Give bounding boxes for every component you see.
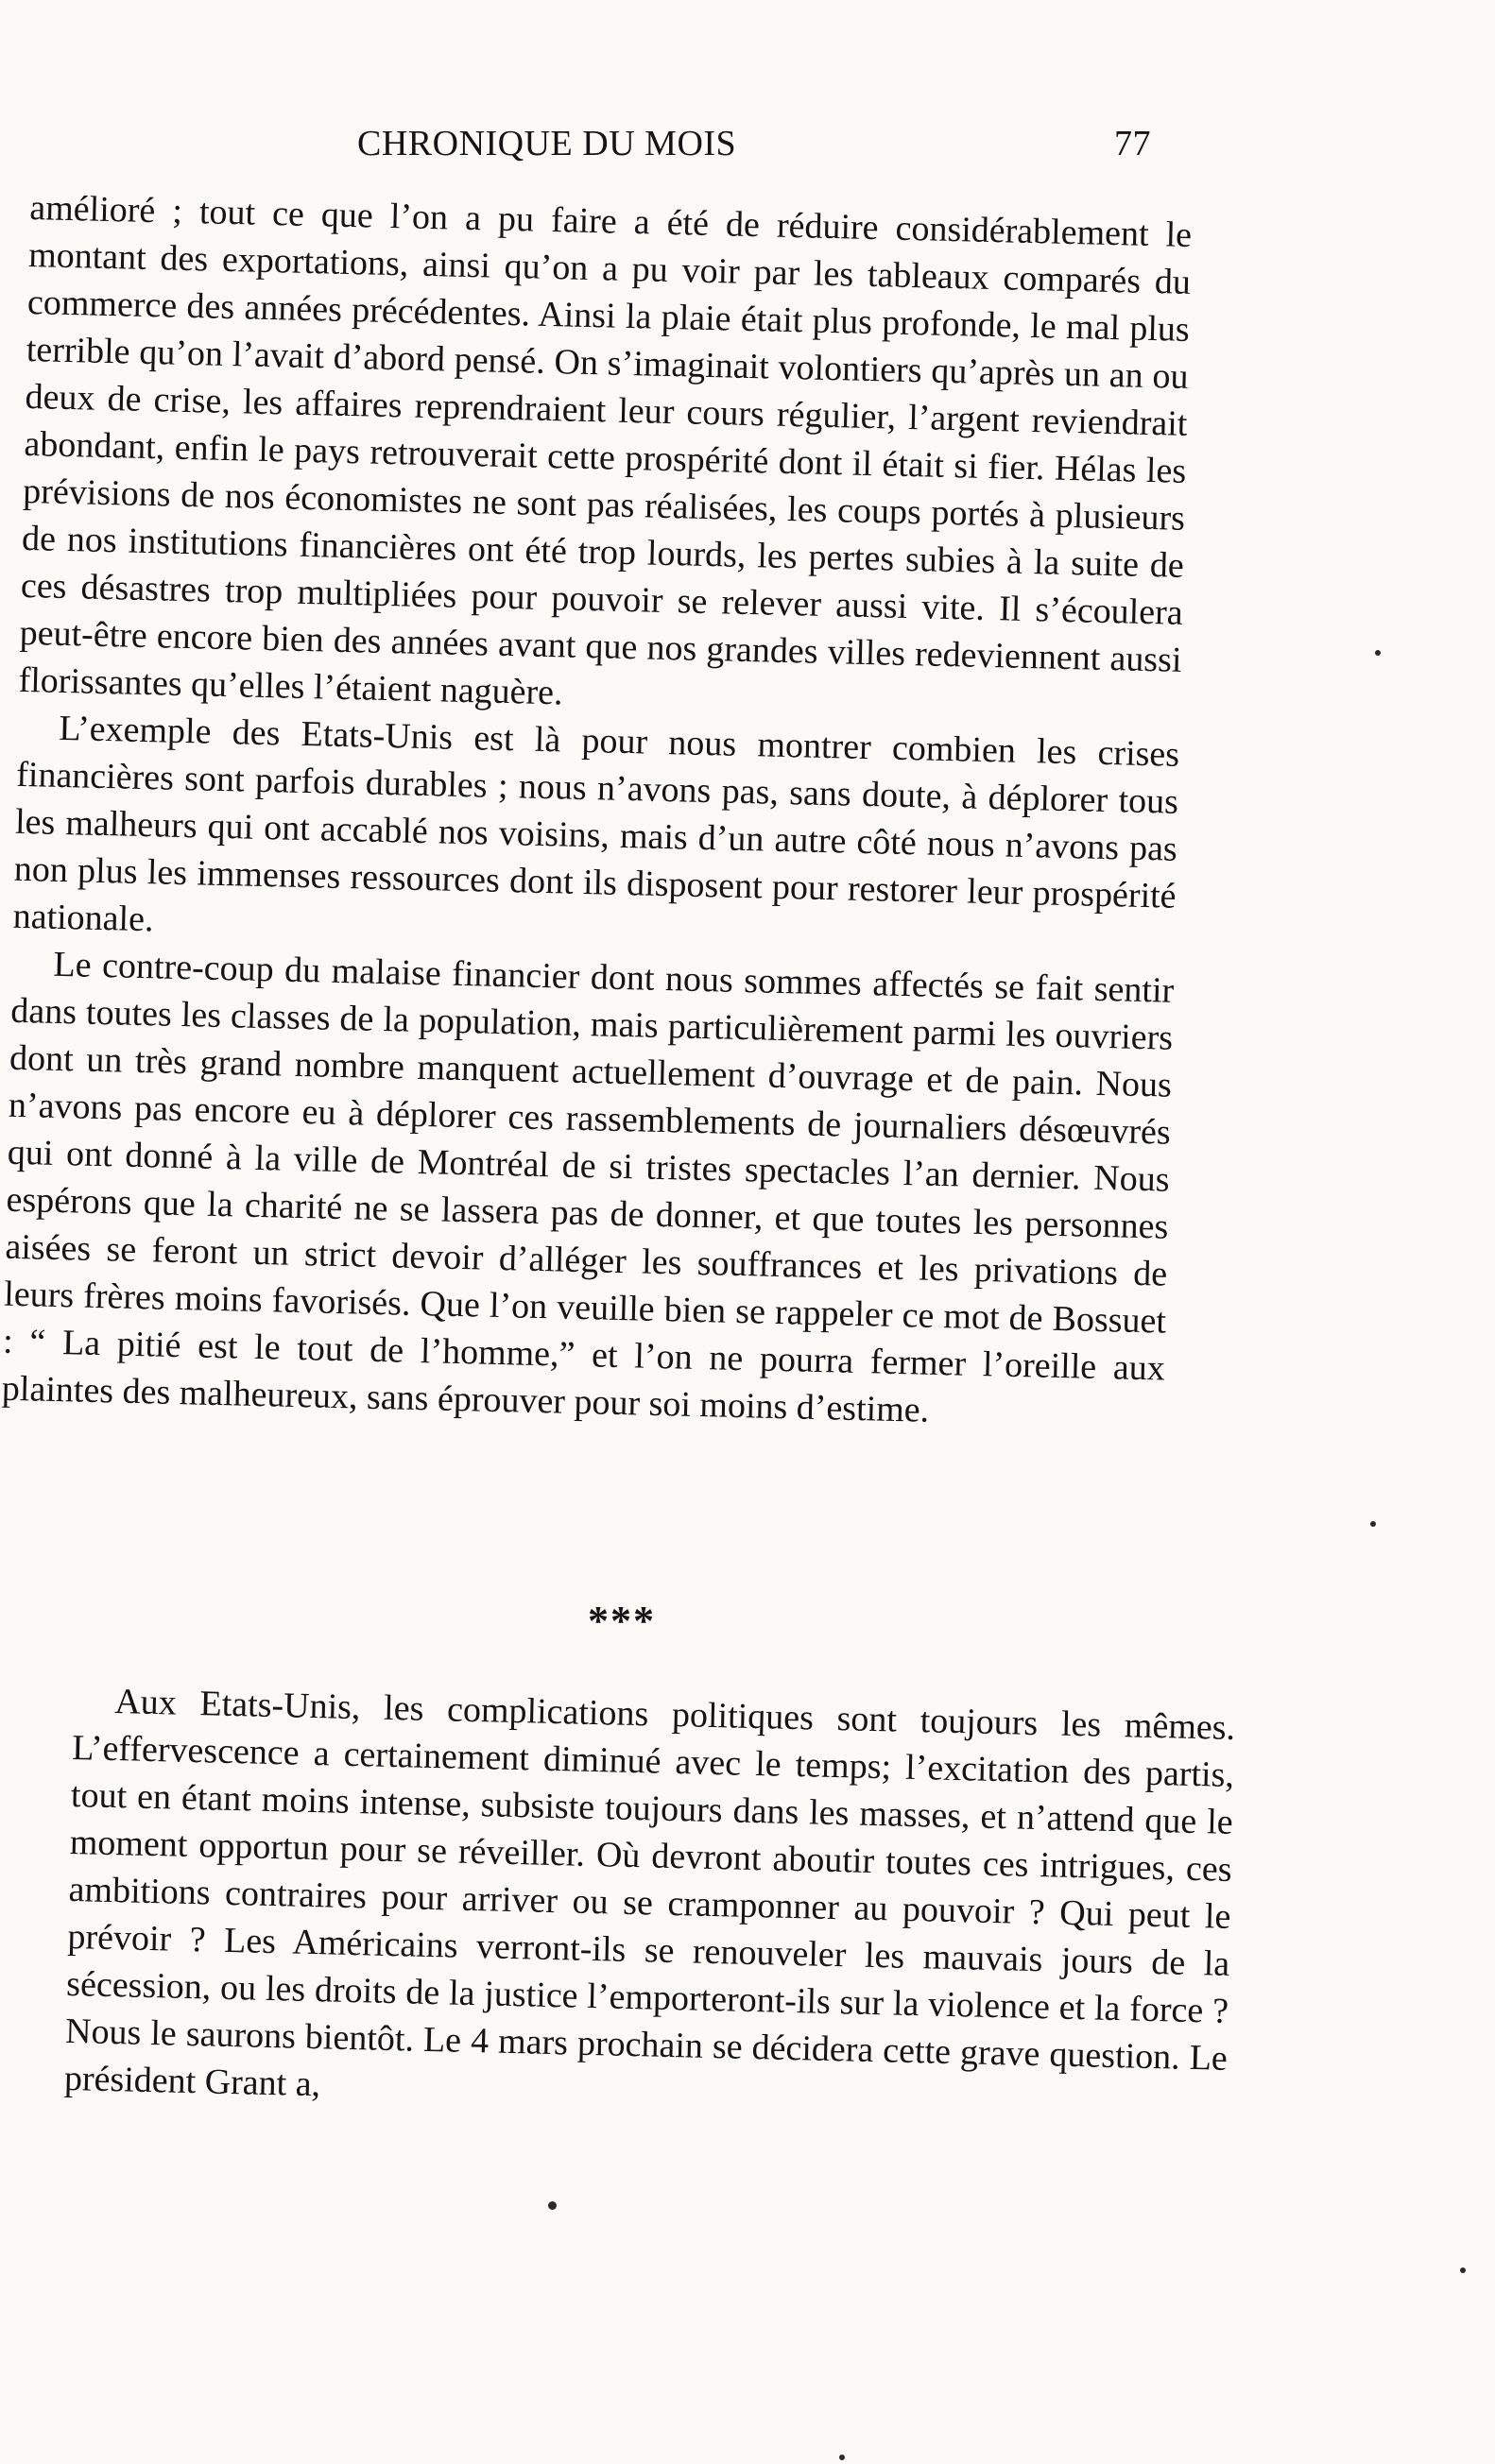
running-title: CHRONIQUE DU MOIS [357, 124, 737, 163]
page-number: 77 [1114, 124, 1151, 163]
ink-speck [839, 2455, 845, 2460]
running-head [357, 123, 1151, 170]
text-block-top [1, 184, 1192, 1440]
paragraph: amélioré ; tout ce que l’on a pu faire a été de réduire considérablement le montant des exportations, ainsi qu’on a pu voir par les tableaux comparés du commerce des années précédentes. Ainsi la plaie était plus profonde, le mal plus terrible qu’on l’avait d’abord pensé. On s’imaginait volontiers qu’après un an ou deux de crise, les affaires reprendraient leur cours régulier, l’argent reviendrait abondant, enfin le pays retrouverait cette prospérité dont il était si fier. Hélas les prévisions de nos économistes ne sont pas réalisées, les coups portés à plusieurs de nos institutions financières ont été trop lourds, les pertes subies à la suite de ces désastres trop multipliées pour pouvoir se relever aussi vite. Il s’écoulera peut-être encore bien des années avant que nos grandes villes redeviennent aussi florissantes qu’elles l’étaient naguère. [18, 187, 1193, 713]
ink-speck [1460, 2267, 1466, 2273]
ink-speck [548, 2201, 557, 2210]
paragraph: Aux Etats-Unis, les complications politiques sont toujours les mêmes. L’effervescence a certainement diminué avec le temps; l’excitation des partis, tout en étant moins intense, subsiste toujours dans les masses, et n’attend que le moment opportun pour se réveiller. Où devront aboutir toutes ces intrigues, ces ambitions contraires pour arriver ou se cramponner au pouvoir ? Qui peut le prévoir ? Les Américains verront-ils se renouveler les mauvais jours de la sécession, ou les droits de la justice l’emporteront-ils sur la violence et la force ? Nous le saurons bientôt. Le 4 mars prochain se décidera cette grave question. Le président Grant a, [63, 1682, 1236, 2105]
ink-speck [1370, 1521, 1376, 1527]
paragraph: Le contre-coup du malaise financier dont nous sommes affectés se fait sentir dans toutes les classes de la population, mais particulièrement parmi les ouvriers dont un très grand nombre manquent actuellement d’ouvrage et de pain. Nous n’avons pas encore eu à déplorer ces rassemblements de journaliers désœuvrés qui ont donné à la ville de Montréal de si tristes spectacles l’an dernier. Nous espérons que la charité ne se lassera pas de donner, et que toutes les personnes aisées se feront un strict devoir d’alléger les souffrances et les privations de leurs frères moins favorisés. Que l’on veuille bien se rappeler ce mot de Bossuet : “ La pitié est le tout de l’homme,” et l’on ne pourra fermer l’oreille aux plaintes des malheureux, sans éprouver pour soi moins d’estime. [1, 944, 1175, 1430]
text-block-bottom [63, 1677, 1235, 2130]
section-separator: *** [588, 1598, 656, 1644]
ink-speck [1375, 650, 1381, 656]
paragraph: L’exemple des Etats-Unis est là pour nous montrer combien les crises financières sont parfois durables ; nous n’avons pas, sans doute, à déplorer tous les malheurs qui ont accablé nos voisins, mais d’un autre côté nous n’avons pas non plus les immenses ressources dont ils disposent pour restorer leur prospérité nationale. [12, 708, 1180, 940]
